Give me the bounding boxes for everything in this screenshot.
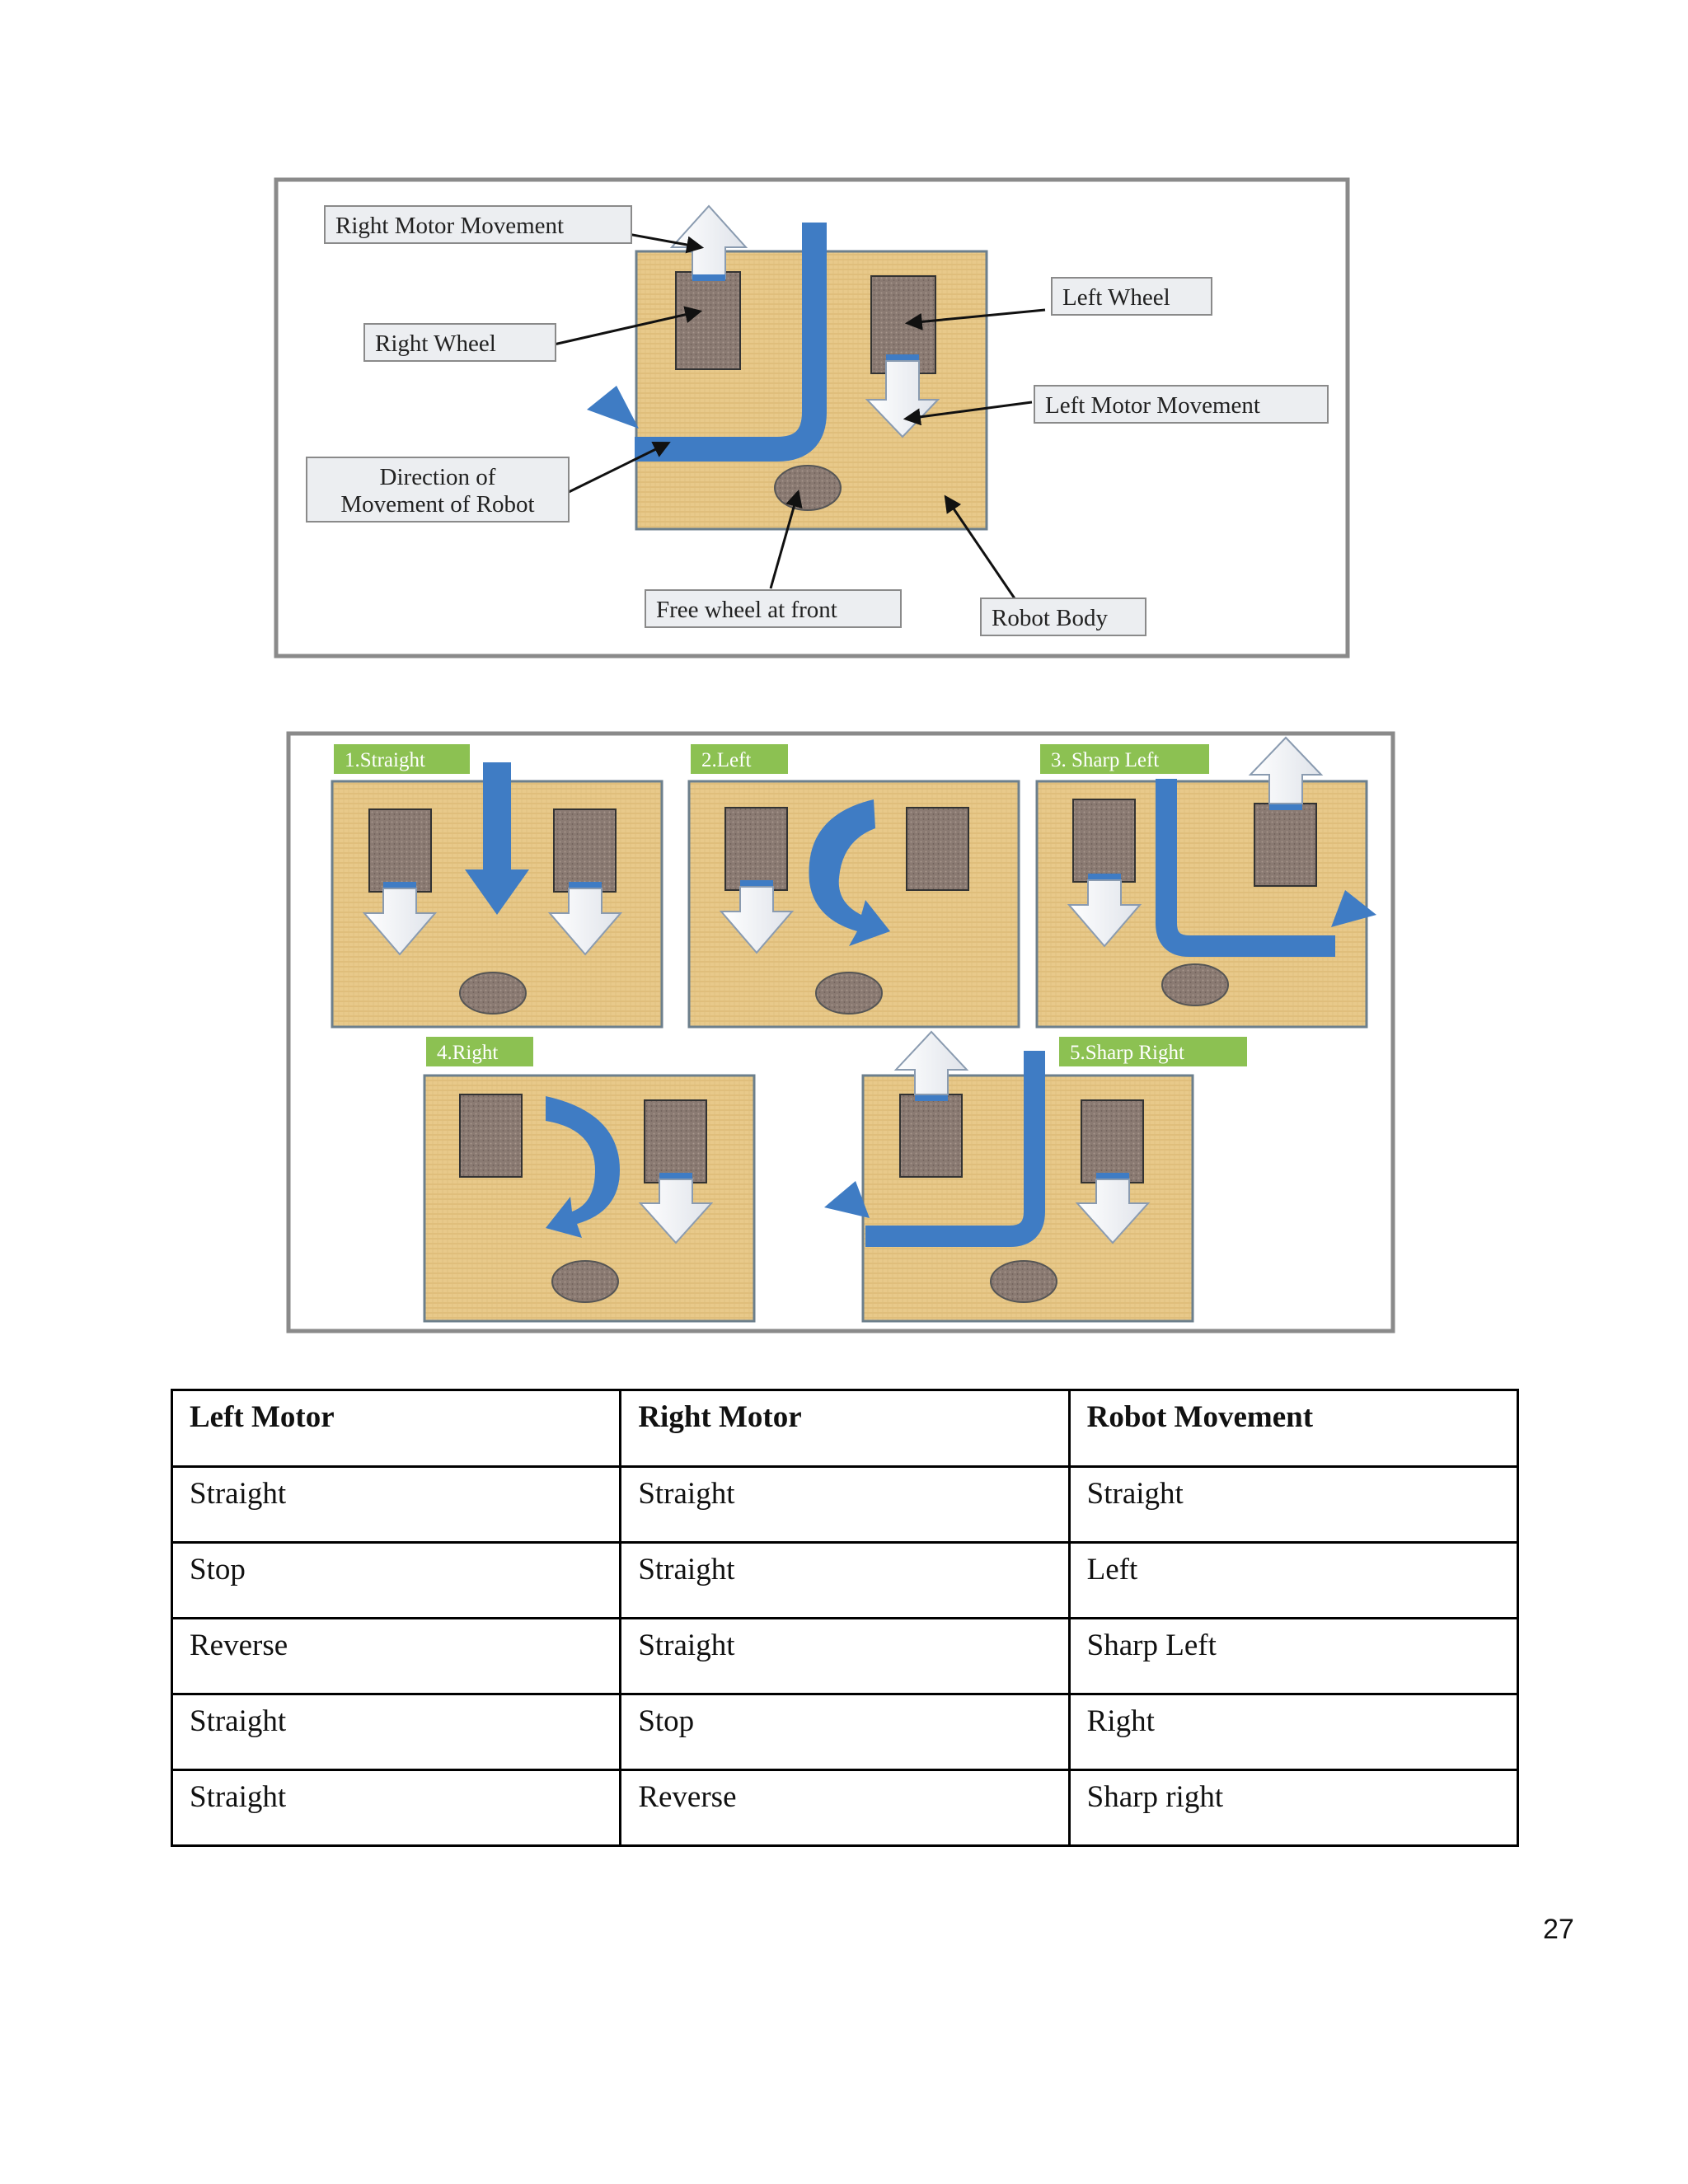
cell-robot-movement: Left [1069,1543,1517,1619]
motor-movement-table [171,1389,1519,1847]
cell-left-motor: Straight [172,1770,621,1846]
label-robot-body: Robot Body [992,605,1108,631]
free-wheel-shape [775,466,841,510]
cell-left-motor: Reverse [172,1619,621,1694]
label-left-wheel: Left Wheel [1062,284,1170,311]
label-right-wheel: Right Wheel [375,330,496,357]
cell-robot-movement: Sharp right [1069,1770,1517,1846]
cell-right-motor: Straight [621,1619,1069,1694]
label-left-motor-movement: Left Motor Movement [1045,392,1260,419]
label-free-wheel: Free wheel at front [656,597,837,623]
panel-sharp-right [824,1032,1247,1321]
cell-left-motor: Straight [172,1694,621,1770]
label-direction-line1: Direction of [379,464,496,490]
table-header-row [172,1390,1518,1467]
panel-label-sharp-right: 5.Sharp Right [1070,1042,1184,1064]
cell-robot-movement: Straight [1069,1467,1517,1543]
cell-robot-movement: Right [1069,1694,1517,1770]
cell-right-motor: Straight [621,1467,1069,1543]
table-row [172,1619,1518,1694]
label-direction-line2: Movement of Robot [340,491,535,518]
figure-robot-anatomy [276,180,1348,656]
panel-label-sharp-left: 3. Sharp Left [1051,749,1160,771]
label-right-motor-movement: Right Motor Movement [335,213,565,239]
header-robot-movement: Robot Movement [1069,1390,1517,1467]
cell-robot-movement: Sharp Left [1069,1619,1517,1694]
cell-right-motor: Straight [621,1543,1069,1619]
panel-label-left: 2.Left [701,749,752,771]
table-row [172,1770,1518,1846]
header-left-motor: Left Motor [172,1390,621,1467]
panel-straight [332,744,662,1027]
page-number: 27 [1543,1914,1574,1945]
table-row [172,1694,1518,1770]
panel-label-right: 4.Right [437,1042,499,1064]
table-row [172,1543,1518,1619]
panel-right [424,1037,754,1321]
cell-right-motor: Reverse [621,1770,1069,1846]
panel-left [689,744,1019,1027]
right-wheel-shape [676,272,740,369]
panel-label-straight: 1.Straight [345,749,425,771]
cell-right-motor: Stop [621,1694,1069,1770]
cell-left-motor: Straight [172,1467,621,1543]
figure-movement-modes [288,733,1393,1331]
cell-left-motor: Stop [172,1543,621,1619]
header-right-motor: Right Motor [621,1390,1069,1467]
panel-sharp-left [1037,738,1376,1027]
table-row [172,1467,1518,1543]
